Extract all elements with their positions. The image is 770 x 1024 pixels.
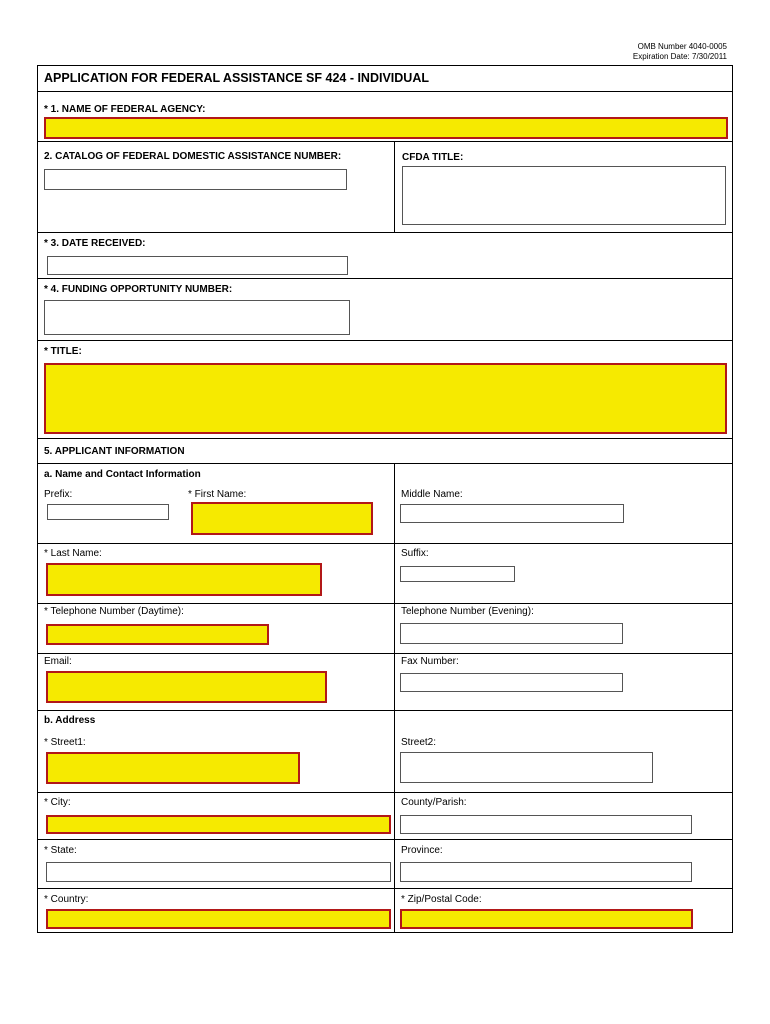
country-label: * Country: (44, 894, 89, 905)
street2-input[interactable] (400, 752, 653, 783)
phone-evening-input[interactable] (400, 623, 623, 644)
date-received-input[interactable] (47, 256, 348, 275)
phone-day-input[interactable] (46, 624, 269, 645)
suffix-label: Suffix: (401, 548, 429, 559)
sf424-form (37, 65, 733, 933)
divider (38, 543, 732, 544)
column-divider (394, 141, 395, 232)
fax-label: Fax Number: (401, 656, 459, 667)
middle-name-label: Middle Name: (401, 489, 463, 500)
address-subsection-heading: b. Address (44, 715, 96, 726)
zip-input[interactable] (400, 909, 693, 929)
city-label: * City: (44, 797, 71, 808)
city-input[interactable] (46, 815, 391, 834)
title-label: * TITLE: (44, 346, 82, 357)
divider (38, 463, 732, 464)
agency-label: * 1. NAME OF FEDERAL AGENCY: (44, 104, 206, 115)
divider (38, 653, 732, 654)
prefix-input[interactable] (47, 504, 169, 520)
province-input[interactable] (400, 862, 692, 882)
street1-label: * Street1: (44, 737, 86, 748)
date-received-label: * 3. DATE RECEIVED: (44, 238, 146, 249)
divider (38, 141, 732, 142)
country-input[interactable] (46, 909, 391, 929)
divider (38, 278, 732, 279)
state-input[interactable] (46, 862, 391, 882)
state-label: * State: (44, 845, 77, 856)
divider (38, 603, 732, 604)
cfda-title-input[interactable] (402, 166, 726, 225)
fax-input[interactable] (400, 673, 623, 692)
divider (38, 888, 732, 889)
applicant-section-heading: 5. APPLICANT INFORMATION (44, 446, 185, 457)
province-label: Province: (401, 845, 443, 856)
column-divider (394, 463, 395, 933)
county-label: County/Parish: (401, 797, 467, 808)
divider (38, 438, 732, 439)
zip-label: * Zip/Postal Code: (401, 894, 482, 905)
phone-day-label: * Telephone Number (Daytime): (44, 606, 184, 617)
omb-number: OMB Number 4040-0005 (637, 42, 727, 51)
expiration-date: Expiration Date: 7/30/2011 (632, 52, 727, 61)
agency-input[interactable] (44, 117, 728, 139)
contact-subsection-heading: a. Name and Contact Information (44, 469, 201, 480)
divider (38, 792, 732, 793)
street2-label: Street2: (401, 737, 437, 748)
omb-info (633, 42, 727, 62)
phone-evening-label: Telephone Number (Evening): (401, 606, 534, 617)
prefix-label: Prefix: (44, 489, 73, 500)
divider (38, 232, 732, 233)
cfda-number-input[interactable] (44, 169, 347, 190)
suffix-input[interactable] (400, 566, 515, 582)
email-input[interactable] (46, 671, 327, 703)
middle-name-input[interactable] (400, 504, 624, 523)
divider (38, 839, 732, 840)
email-label: Email: (44, 656, 72, 667)
county-input[interactable] (400, 815, 692, 834)
divider (38, 710, 732, 711)
last-name-input[interactable] (46, 563, 322, 596)
first-name-input[interactable] (191, 502, 373, 535)
funding-opportunity-label: * 4. FUNDING OPPORTUNITY NUMBER: (44, 284, 233, 295)
funding-opportunity-input[interactable] (44, 300, 350, 335)
divider (38, 340, 732, 341)
title-input[interactable] (44, 363, 727, 434)
form-title: APPLICATION FOR FEDERAL ASSISTANCE SF 424 - INDIVIDUAL (44, 71, 429, 85)
first-name-label: * First Name: (188, 489, 247, 500)
last-name-label: * Last Name: (44, 548, 102, 559)
cfda-title-label: CFDA TITLE: (402, 152, 464, 163)
street1-input[interactable] (46, 752, 300, 784)
cfda-number-label: 2. CATALOG OF FEDERAL DOMESTIC ASSISTANCE NUMBER: (44, 151, 342, 162)
divider (38, 91, 732, 92)
